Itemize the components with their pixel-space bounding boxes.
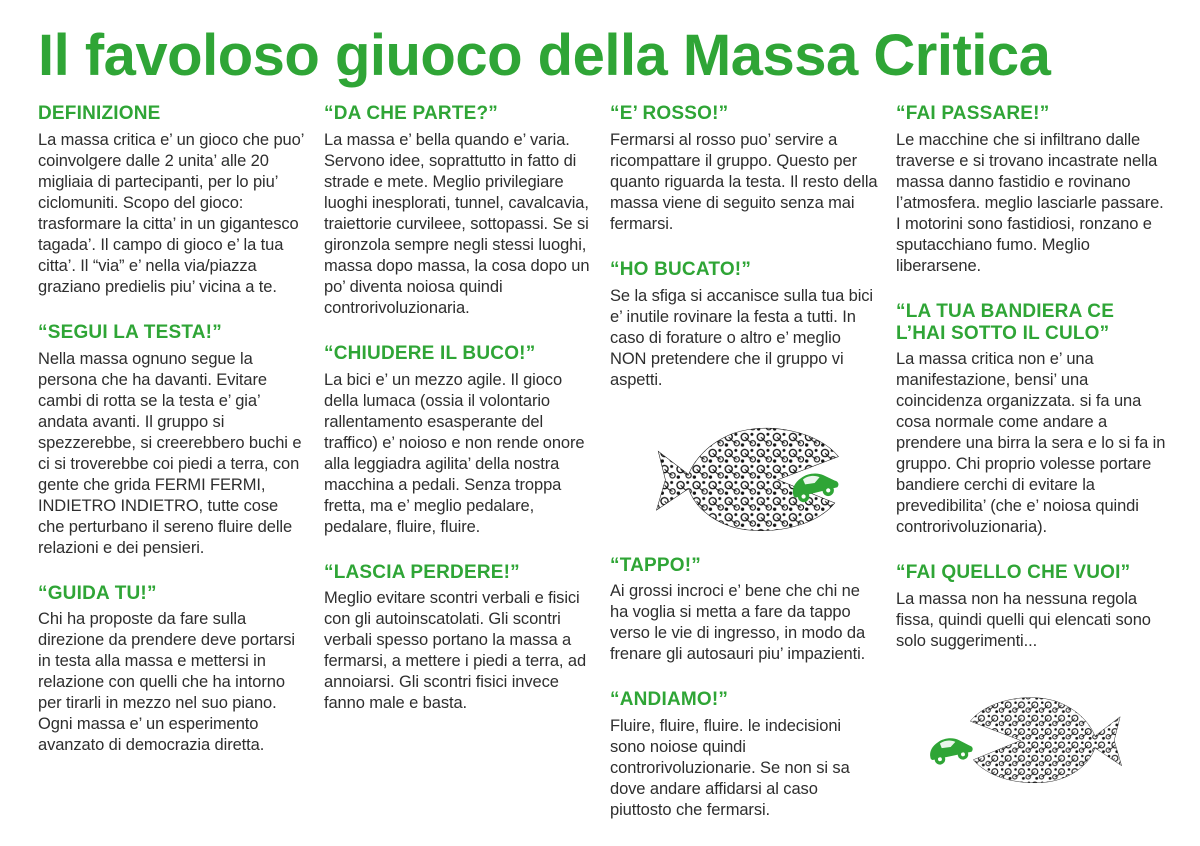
bike-fish-illustration-right	[610, 415, 880, 545]
column-1	[38, 103, 308, 845]
section-heading: “LA TUA BANDIERA CE L’HAI SOTTO IL CULO”	[896, 300, 1115, 344]
columns	[0, 87, 1200, 845]
section-heading: “FAI QUELLO CHE VUOI”	[896, 562, 1131, 584]
section-body: Nella massa ognuno segue la persona che ha davanti. Evitare cambi di rotta se la testa e’ gia’ andata avanti. Il gruppo si spezzerebbe, si creerebbero buchi e ci si troverebbe coi piedi a terra, con gente che grida FERMI FERMI, INDIETRO INDIETRO, tutte cose che perturbano il sereno fluire delle relazioni e dei pensieri.	[38, 349, 302, 557]
section-heading: “SEGUI LA TESTA!”	[38, 321, 222, 343]
section-heading: “TAPPO!”	[610, 554, 701, 576]
section-fai-quello-che-vuoi	[896, 562, 1166, 652]
section-heading: “CHIUDERE IL BUCO!”	[324, 342, 536, 364]
bike-fish-icon	[954, 676, 1132, 802]
section-body: Fluire, fluire, fluire. le indecisioni sono noiose quindi controrivoluzionarie. Se non si sa dove andare affidarsi al caso piuttosto che fermarsi.	[610, 717, 850, 820]
section-tappo	[610, 555, 880, 666]
section-body: Se la sfiga si accanisce sulla tua bici e’ inutile rovinare la festa a tutti. In caso di forature o altro e’ meglio NON pretendere che il gruppo vi aspetti.	[610, 286, 873, 389]
section-e-rosso	[610, 103, 880, 235]
section-heading: “HO BUCATO!”	[610, 258, 752, 280]
section-body: La bici e’ un mezzo agile. Il gioco della lumaca (ossia il volontario rallentamento esasperante del traffico) e’ noioso e non rende onore alla leggiadra agilita’ della nostra macchina a pedali. Senza troppa fretta, ma e’ meglio pedalare, pedalare, fluire, fluire.	[324, 370, 585, 536]
section-heading: “DA CHE PARTE?”	[324, 102, 498, 124]
section-heading: “LASCIA PERDERE!”	[324, 561, 520, 583]
section-heading: “ANDIAMO!”	[610, 689, 729, 711]
page-title: Il favoloso giuoco della Massa Critica	[38, 23, 1051, 88]
section-chiudere-il-buco	[324, 343, 594, 538]
section-body: La massa critica e’ un gioco che puo’ coinvolgere dalle 2 unita’ alle 20 migliaia di partecipanti, per lo piu’ ciclomuniti. Scopo del gioco: trasformare la citta’ in un gigantesco tagada’. Il campo di gioco e’ la tua citta’. Il “via” e’ nella via/piazza graziano predielis piu’ vicina a te.	[38, 130, 304, 296]
column-2	[324, 103, 594, 845]
section-segui-la-testa	[38, 322, 308, 559]
section-body: Ai grossi incroci e’ bene che chi ne ha voglia si metta a fare da tappo verso le vie di ingresso, in modo da frenare gli autosauri piu’ impazienti.	[610, 582, 866, 664]
section-fai-passare	[896, 103, 1166, 277]
section-body: La massa e’ bella quando e’ varia. Servono idee, soprattutto in fatto di strade e mete. Meglio privilegiare luoghi inesplorati, tunnel, cavalcavia, traiettorie curvileee, sottopassi. Se si gironzola sempre negli stessi luoghi, massa dopo massa, la cosa dopo un po’ diventa noiosa quindi controrivoluzionaria.	[324, 130, 590, 317]
section-ho-bucato	[610, 259, 880, 391]
section-body: La massa critica non e’ una manifestazione, bensi’ una coincidenza organizzata. si fa una cosa normale come andare a prendere una birra la sera e lo si fa in gruppo. Chi proprio volesse portare bandiere cerchi di evitare la prevedibilita’ (che e’ noiosa quindi controrivoluzionaria).	[896, 350, 1166, 537]
section-heading: “FAI PASSARE!”	[896, 102, 1050, 124]
column-4	[896, 103, 1166, 845]
section-heading: DEFINIZIONE	[38, 102, 161, 124]
section-body: La massa non ha nessuna regola fissa, quindi quelli qui elencati sono solo suggerimenti...	[896, 590, 1151, 651]
section-heading: “GUIDA TU!”	[38, 582, 157, 604]
section-body: Chi ha proposte da fare sulla direzione da prendere deve portarsi in testa alla massa e mettersi in relazione con quelli che ha intorno per tirarli in mezzo nel suo piano. Ogni massa e’ un esperimento avanzato di democrazia diretta.	[38, 610, 295, 755]
section-da-che-parte	[324, 103, 594, 319]
section-lascia-perdere	[324, 562, 594, 715]
section-body: Meglio evitare scontri verbali e fisici con gli autoinscatolati. Gli scontri verbali spesso portano la massa a fermarsi, a mettere i piedi a terra, ad annoiarsi. Gli scontri fisici invece fanno male e basta.	[324, 589, 587, 713]
section-body: Fermarsi al rosso puo’ servire a ricompattare il gruppo. Questo per quanto riguarda la testa. Il resto della massa viene di seguito senza mai fermarsi.	[610, 130, 878, 233]
section-la-tua-bandiera	[896, 301, 1166, 539]
column-3	[610, 103, 880, 845]
section-definizione	[38, 103, 308, 298]
section-body: Le macchine che si infiltrano dalle traverse e si trovano incastrate nella massa danno fastidio e rovinano l’atmosfera. meglio lasciarle passare. I motorini sono fastidiosi, ronzano e sputacchiano fumo. Meglio liberarsene.	[896, 130, 1164, 275]
bike-fish-illustration-left	[896, 676, 1166, 806]
section-guida-tu	[38, 583, 308, 757]
section-andiamo	[610, 689, 880, 821]
section-heading: “E’ ROSSO!”	[610, 102, 729, 124]
